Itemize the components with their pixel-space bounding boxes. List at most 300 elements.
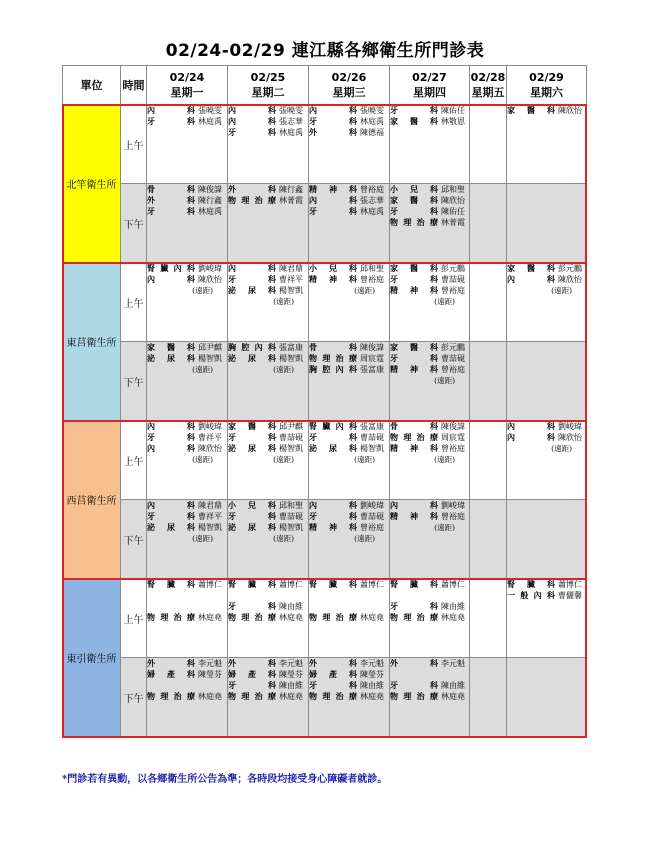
doctor-entry — [309, 669, 389, 680]
department-label: 骨 科 — [309, 342, 357, 352]
schedule-cell — [228, 105, 309, 184]
schedule-cell — [228, 579, 309, 658]
doctor-entry — [390, 691, 469, 702]
schedule-cell — [147, 263, 228, 342]
doctor-entry — [228, 511, 308, 522]
remote-note: (遠距) — [434, 523, 455, 532]
department-label: 婦產科 — [309, 669, 357, 679]
remote-note: (遠距) — [551, 444, 572, 453]
doctor-name: 彭元鵬 — [441, 264, 465, 273]
department-label: 內 科 — [228, 105, 276, 115]
department-label: 小兒科 — [309, 263, 357, 273]
schedule-cell — [309, 342, 390, 421]
doctor-entry — [507, 274, 586, 285]
doctor-name: 林庭堯 — [279, 613, 303, 622]
doctor-name: 楊智凱 — [279, 523, 303, 532]
doctor-name: 張富康 — [279, 343, 303, 352]
clinic-name: 東引衛生所 — [63, 579, 121, 737]
department-label: 內 科 — [390, 500, 438, 510]
doctor-name: 陳瑩芬 — [360, 670, 384, 679]
doctor-entry — [147, 274, 227, 285]
doctor-entry — [228, 105, 308, 116]
doctor-name: 陳佑任 — [441, 106, 465, 115]
schedule-cell — [147, 184, 228, 263]
schedule-cell — [470, 184, 507, 263]
doctor-entry — [390, 601, 469, 612]
doctor-name: 陳佑任 — [441, 207, 465, 216]
clinic-row-am — [63, 263, 587, 342]
doctor-name: 曾裕庭 — [360, 523, 384, 532]
department-label: 物理治療 — [390, 691, 438, 701]
department-label: 腎臟科 — [309, 579, 357, 589]
doctor-entry — [309, 680, 389, 691]
clinic-row-pm — [63, 342, 587, 421]
doctor-entry — [147, 184, 227, 195]
schedule-cell — [470, 263, 507, 342]
schedule-cell — [390, 263, 470, 342]
schedule-cell — [228, 342, 309, 421]
department-label: 牙 科 — [390, 206, 438, 216]
department-label: 物理治療 — [147, 691, 195, 701]
doctor-name: 邱和聖 — [279, 501, 303, 510]
department-label: 腎臟科 — [390, 579, 438, 589]
doctor-name: 曹祥平 — [198, 512, 222, 521]
period-label: 下午 — [121, 184, 147, 263]
doctor-name: 楊智凱 — [279, 444, 303, 453]
period-label: 上午 — [121, 105, 147, 184]
department-label: 物理治療 — [309, 691, 357, 701]
doctor-name: 李元魁 — [279, 659, 303, 668]
header-date: 02/24 — [169, 71, 205, 84]
period-label: 下午 — [121, 658, 147, 737]
clinic-name: 西莒衛生所 — [63, 421, 121, 579]
blank-line — [228, 590, 308, 601]
header-day — [228, 66, 309, 105]
schedule-cell — [228, 658, 309, 737]
header-date: 02/27 — [412, 71, 447, 84]
doctor-name: 曾裕庭 — [441, 444, 465, 453]
doctor-entry — [390, 511, 469, 522]
department-label: 物理治療 — [228, 612, 276, 622]
doctor-entry — [390, 680, 469, 691]
clinic-row-am — [63, 579, 587, 658]
doctor-name: 蕭博仁 — [360, 580, 384, 589]
doctor-name: 陳由維 — [279, 602, 303, 611]
department-label: 泌尿科 — [309, 443, 357, 453]
department-label: 腎臟科 — [147, 579, 195, 589]
header-day — [507, 66, 587, 105]
department-label: 牙 科 — [309, 116, 357, 126]
doctor-entry — [147, 116, 227, 127]
doctor-entry — [309, 342, 389, 353]
schedule-cell — [228, 263, 309, 342]
doctor-name: 林庭堯 — [441, 613, 465, 622]
doctor-name: 劉峻瑋 — [360, 501, 384, 510]
doctor-entry — [309, 500, 389, 511]
remote-note: (遠距) — [354, 286, 375, 295]
doctor-entry — [390, 274, 469, 285]
remote-note: (遠距) — [434, 297, 455, 306]
doctor-entry — [147, 353, 227, 364]
doctor-name: 張富康 — [360, 422, 384, 431]
schedule-cell — [507, 579, 587, 658]
doctor-name: 張志華 — [360, 196, 384, 205]
doctor-entry — [390, 364, 469, 375]
doctor-entry — [309, 263, 389, 274]
schedule-body — [63, 105, 587, 737]
period-label: 下午 — [121, 500, 147, 579]
department-label: 腎臟科 — [228, 579, 276, 589]
doctor-name: 林庭堯 — [360, 692, 384, 701]
remote-note: (遠距) — [273, 297, 294, 306]
blank-line — [147, 601, 227, 612]
remote-note: (遠距) — [192, 365, 213, 374]
department-label: 家醫科 — [228, 421, 276, 431]
department-label: 物理治療 — [390, 612, 438, 622]
doctor-name: 林庭堯 — [441, 692, 465, 701]
doctor-name: 曹喆硯 — [441, 275, 465, 284]
blank-line — [390, 590, 469, 601]
department-label: 精神科 — [309, 184, 357, 194]
department-label: 泌尿科 — [147, 522, 195, 532]
doctor-entry — [390, 195, 469, 206]
remote-note: (遠距) — [192, 534, 213, 543]
header-weekday: 星期一 — [170, 86, 204, 99]
department-label: 骨 科 — [390, 421, 438, 431]
doctor-entry — [390, 285, 469, 296]
schedule-cell — [390, 658, 470, 737]
header-date: 02/25 — [250, 71, 286, 84]
doctor-entry — [147, 511, 227, 522]
doctor-name: 陳由維 — [441, 681, 465, 690]
header-date: 02/26 — [331, 71, 367, 84]
footnote: *門診若有異動，以各鄉衛生所公告為準；各時段均接受身心障礙者就診。 — [62, 774, 388, 785]
doctor-entry — [228, 500, 308, 511]
doctor-entry — [228, 274, 308, 285]
department-label: 腎臟內科 — [147, 263, 195, 273]
doctor-name: 劉峻瑋 — [558, 422, 582, 431]
doctor-name: 蕭博仁 — [279, 580, 303, 589]
doctor-name: 彭元鵬 — [558, 264, 582, 273]
department-label: 婦產科 — [147, 669, 195, 679]
schedule-cell — [507, 500, 587, 579]
doctor-name: 林庭禹 — [279, 128, 303, 137]
doctor-name: 林庭堯 — [198, 692, 222, 701]
schedule-cell — [470, 579, 507, 658]
doctor-entry — [390, 263, 469, 274]
doctor-name: 邱尹麒 — [279, 422, 303, 431]
remote-note: (遠距) — [273, 455, 294, 464]
department-label: 外 科 — [147, 195, 195, 205]
doctor-entry — [309, 353, 389, 364]
department-label: 家醫科 — [147, 342, 195, 352]
department-label: 牙 科 — [228, 432, 276, 442]
remote-note: (遠距) — [354, 455, 375, 464]
doctor-name: 劉峻瑋 — [198, 422, 222, 431]
doctor-entry — [390, 184, 469, 195]
department-label: 骨 科 — [147, 184, 195, 194]
doctor-entry — [147, 691, 227, 702]
doctor-entry — [309, 522, 389, 533]
schedule-cell — [507, 342, 587, 421]
department-label: 內 科 — [147, 500, 195, 510]
doctor-name: 陳欣怡 — [558, 433, 582, 442]
department-label: 牙 科 — [309, 432, 357, 442]
doctor-name: 曹祥平 — [279, 275, 303, 284]
department-label: 精神科 — [309, 274, 357, 284]
doctor-entry — [228, 691, 308, 702]
doctor-name: 林庭禹 — [360, 117, 384, 126]
department-label: 精神科 — [390, 364, 438, 374]
doctor-name: 陳君鼎 — [198, 501, 222, 510]
doctor-name: 曹喆硯 — [279, 512, 303, 521]
doctor-name: 曹喆硯 — [441, 354, 465, 363]
header-row — [63, 66, 587, 105]
remote-note: (遠距) — [192, 455, 213, 464]
doctor-name: 林庭堯 — [360, 613, 384, 622]
doctor-name: 曹喆硯 — [360, 512, 384, 521]
doctor-entry — [228, 612, 308, 623]
doctor-entry — [309, 443, 389, 454]
doctor-name: 林庭禹 — [360, 207, 384, 216]
doctor-name: 李元魁 — [441, 659, 465, 668]
doctor-entry — [228, 195, 308, 206]
department-label: 一般內科 — [507, 590, 555, 600]
header-day — [390, 66, 470, 105]
doctor-entry — [228, 116, 308, 127]
department-label: 家醫科 — [507, 263, 555, 273]
department-label: 內 科 — [147, 105, 195, 115]
header-day — [470, 66, 507, 105]
clinic-row-am — [63, 105, 587, 184]
department-label: 婦產科 — [228, 669, 276, 679]
doctor-entry — [507, 579, 586, 590]
department-label: 內 科 — [147, 421, 195, 431]
doctor-name: 林庭禹 — [198, 117, 222, 126]
doctor-name: 彭元鵬 — [441, 343, 465, 352]
doctor-name: 曾裕庭 — [441, 365, 465, 374]
doctor-entry — [228, 601, 308, 612]
doctor-entry — [228, 432, 308, 443]
doctor-name: 陳瑩芬 — [198, 670, 222, 679]
doctor-name: 張富康 — [360, 365, 384, 374]
schedule-cell — [147, 500, 228, 579]
doctor-name: 陳俊諱 — [198, 185, 222, 194]
department-label: 泌尿科 — [228, 353, 276, 363]
doctor-entry — [309, 421, 389, 432]
department-label: 內 科 — [309, 105, 357, 115]
department-label: 牙 科 — [309, 511, 357, 521]
doctor-name: 邱和聖 — [360, 264, 384, 273]
department-label: 泌尿科 — [147, 353, 195, 363]
department-label: 內 科 — [228, 116, 276, 126]
doctor-name: 邱尹麒 — [198, 343, 222, 352]
doctor-name: 陳欣怡 — [558, 275, 582, 284]
doctor-entry — [309, 432, 389, 443]
department-label: 物理治療 — [147, 612, 195, 622]
doctor-entry — [228, 342, 308, 353]
doctor-name: 陳君鼎 — [279, 264, 303, 273]
doctor-entry — [507, 105, 586, 116]
clinic-name: 北竿衛生所 — [63, 105, 121, 263]
remote-note: (遠距) — [551, 286, 572, 295]
header-weekday: 星期二 — [251, 86, 285, 99]
doctor-entry — [390, 217, 469, 228]
department-label: 內 科 — [147, 443, 195, 453]
doctor-entry — [228, 669, 308, 680]
doctor-name: 陳欣怡 — [558, 106, 582, 115]
department-label: 牙 科 — [147, 432, 195, 442]
doctor-entry — [309, 364, 389, 375]
department-label: 牙 科 — [228, 680, 276, 690]
department-label: 家醫科 — [390, 342, 438, 352]
department-label: 牙 科 — [309, 680, 357, 690]
doctor-name: 林庭堯 — [279, 692, 303, 701]
department-label: 內 科 — [507, 274, 555, 284]
department-label: 牙 科 — [309, 206, 357, 216]
doctor-entry — [390, 353, 469, 364]
doctor-name: 曹喆硯 — [360, 433, 384, 442]
doctor-name: 周宸霆 — [441, 433, 465, 442]
doctor-name: 張曉雯 — [279, 106, 303, 115]
department-label: 牙 科 — [228, 511, 276, 521]
schedule-cell — [470, 342, 507, 421]
doctor-entry — [147, 263, 227, 274]
doctor-entry — [228, 658, 308, 669]
doctor-name: 蕭博仁 — [441, 580, 465, 589]
doctor-name: 曾裕庭 — [441, 512, 465, 521]
department-label: 內 科 — [147, 274, 195, 284]
doctor-entry — [147, 206, 227, 217]
doctor-entry — [228, 184, 308, 195]
doctor-name: 曾裕庭 — [360, 185, 384, 194]
department-label: 家醫科 — [390, 116, 438, 126]
department-label: 泌尿科 — [228, 522, 276, 532]
doctor-entry — [228, 522, 308, 533]
period-label: 上午 — [121, 421, 147, 500]
department-label: 內 科 — [507, 421, 555, 431]
doctor-name: 陳瑩芬 — [279, 670, 303, 679]
department-label: 精神科 — [390, 511, 438, 521]
doctor-entry — [228, 421, 308, 432]
period-label: 上午 — [121, 579, 147, 658]
department-label: 牙 科 — [390, 601, 438, 611]
remote-note: (遠距) — [434, 376, 455, 385]
schedule-cell — [147, 105, 228, 184]
blank-line — [309, 590, 389, 601]
doctor-entry — [390, 432, 469, 443]
doctor-entry — [147, 612, 227, 623]
schedule-cell — [470, 500, 507, 579]
department-label: 牙 科 — [147, 206, 195, 216]
doctor-entry — [507, 432, 586, 443]
doctor-entry — [309, 127, 389, 138]
doctor-entry — [390, 579, 469, 590]
blank-line — [147, 590, 227, 601]
department-label: 物理治療 — [390, 432, 438, 442]
department-label: 物理治療 — [390, 217, 438, 227]
schedule-cell — [228, 421, 309, 500]
header-date: 02/28 — [470, 71, 506, 84]
doctor-entry — [147, 669, 227, 680]
remote-note: (遠距) — [434, 455, 455, 464]
header-weekday: 星期四 — [413, 86, 446, 99]
schedule-cell — [309, 263, 390, 342]
department-label: 精神科 — [390, 443, 438, 453]
period-label: 下午 — [121, 342, 147, 421]
doctor-name: 曹儷馨 — [558, 591, 582, 600]
header-weekday: 星期三 — [332, 86, 366, 99]
doctor-entry — [147, 105, 227, 116]
doctor-entry — [147, 443, 227, 454]
department-label: 家醫科 — [390, 263, 438, 273]
schedule-cell — [390, 105, 470, 184]
doctor-name: 林敬恩 — [441, 117, 465, 126]
clinic-name: 東莒衛生所 — [63, 263, 121, 421]
department-label: 物理治療 — [228, 195, 276, 205]
doctor-name: 陳行鑫 — [279, 185, 303, 194]
remote-note: (遠距) — [354, 534, 375, 543]
doctor-name: 林庭堯 — [198, 613, 222, 622]
period-label: 上午 — [121, 263, 147, 342]
department-label: 牙 科 — [228, 274, 276, 284]
doctor-entry — [309, 511, 389, 522]
schedule-cell — [507, 658, 587, 737]
blank-line — [147, 680, 227, 691]
schedule-cell — [147, 658, 228, 737]
clinic-row-pm — [63, 184, 587, 263]
department-label: 物理治療 — [228, 691, 276, 701]
doctor-entry — [228, 443, 308, 454]
department-label: 小兒科 — [228, 500, 276, 510]
doctor-entry — [228, 127, 308, 138]
department-label: 內 科 — [228, 263, 276, 273]
doctor-name: 曹喆硯 — [279, 433, 303, 442]
doctor-entry — [147, 432, 227, 443]
department-label: 牙 科 — [147, 511, 195, 521]
doctor-entry — [309, 116, 389, 127]
department-label: 泌尿科 — [228, 443, 276, 453]
doctor-entry — [507, 590, 586, 601]
schedule-cell — [147, 421, 228, 500]
department-label: 外 科 — [228, 658, 276, 668]
doctor-entry — [309, 274, 389, 285]
header-unit: 單位 — [63, 66, 121, 105]
doctor-entry — [390, 612, 469, 623]
schedule-cell — [390, 342, 470, 421]
page-title: 02/24-02/29 連江縣各鄉衛生所門診表 — [165, 41, 485, 61]
schedule-cell — [228, 500, 309, 579]
schedule-cell — [309, 658, 390, 737]
doctor-entry — [147, 500, 227, 511]
department-label: 牙 科 — [228, 127, 276, 137]
department-label: 外 科 — [309, 127, 357, 137]
doctor-entry — [507, 263, 586, 274]
schedule-cell — [228, 184, 309, 263]
doctor-entry — [390, 116, 469, 127]
doctor-entry — [228, 353, 308, 364]
doctor-name: 李元魁 — [360, 659, 384, 668]
doctor-entry — [147, 342, 227, 353]
doctor-name: 陳由維 — [360, 681, 384, 690]
doctor-entry — [390, 658, 469, 669]
doctor-entry — [228, 285, 308, 296]
doctor-name: 楊智凱 — [360, 444, 384, 453]
department-label: 胸腔內科 — [309, 364, 357, 374]
department-label: 物理治療 — [309, 353, 357, 363]
doctor-name: 楊智凱 — [198, 354, 222, 363]
doctor-name: 周宸霆 — [360, 354, 384, 363]
